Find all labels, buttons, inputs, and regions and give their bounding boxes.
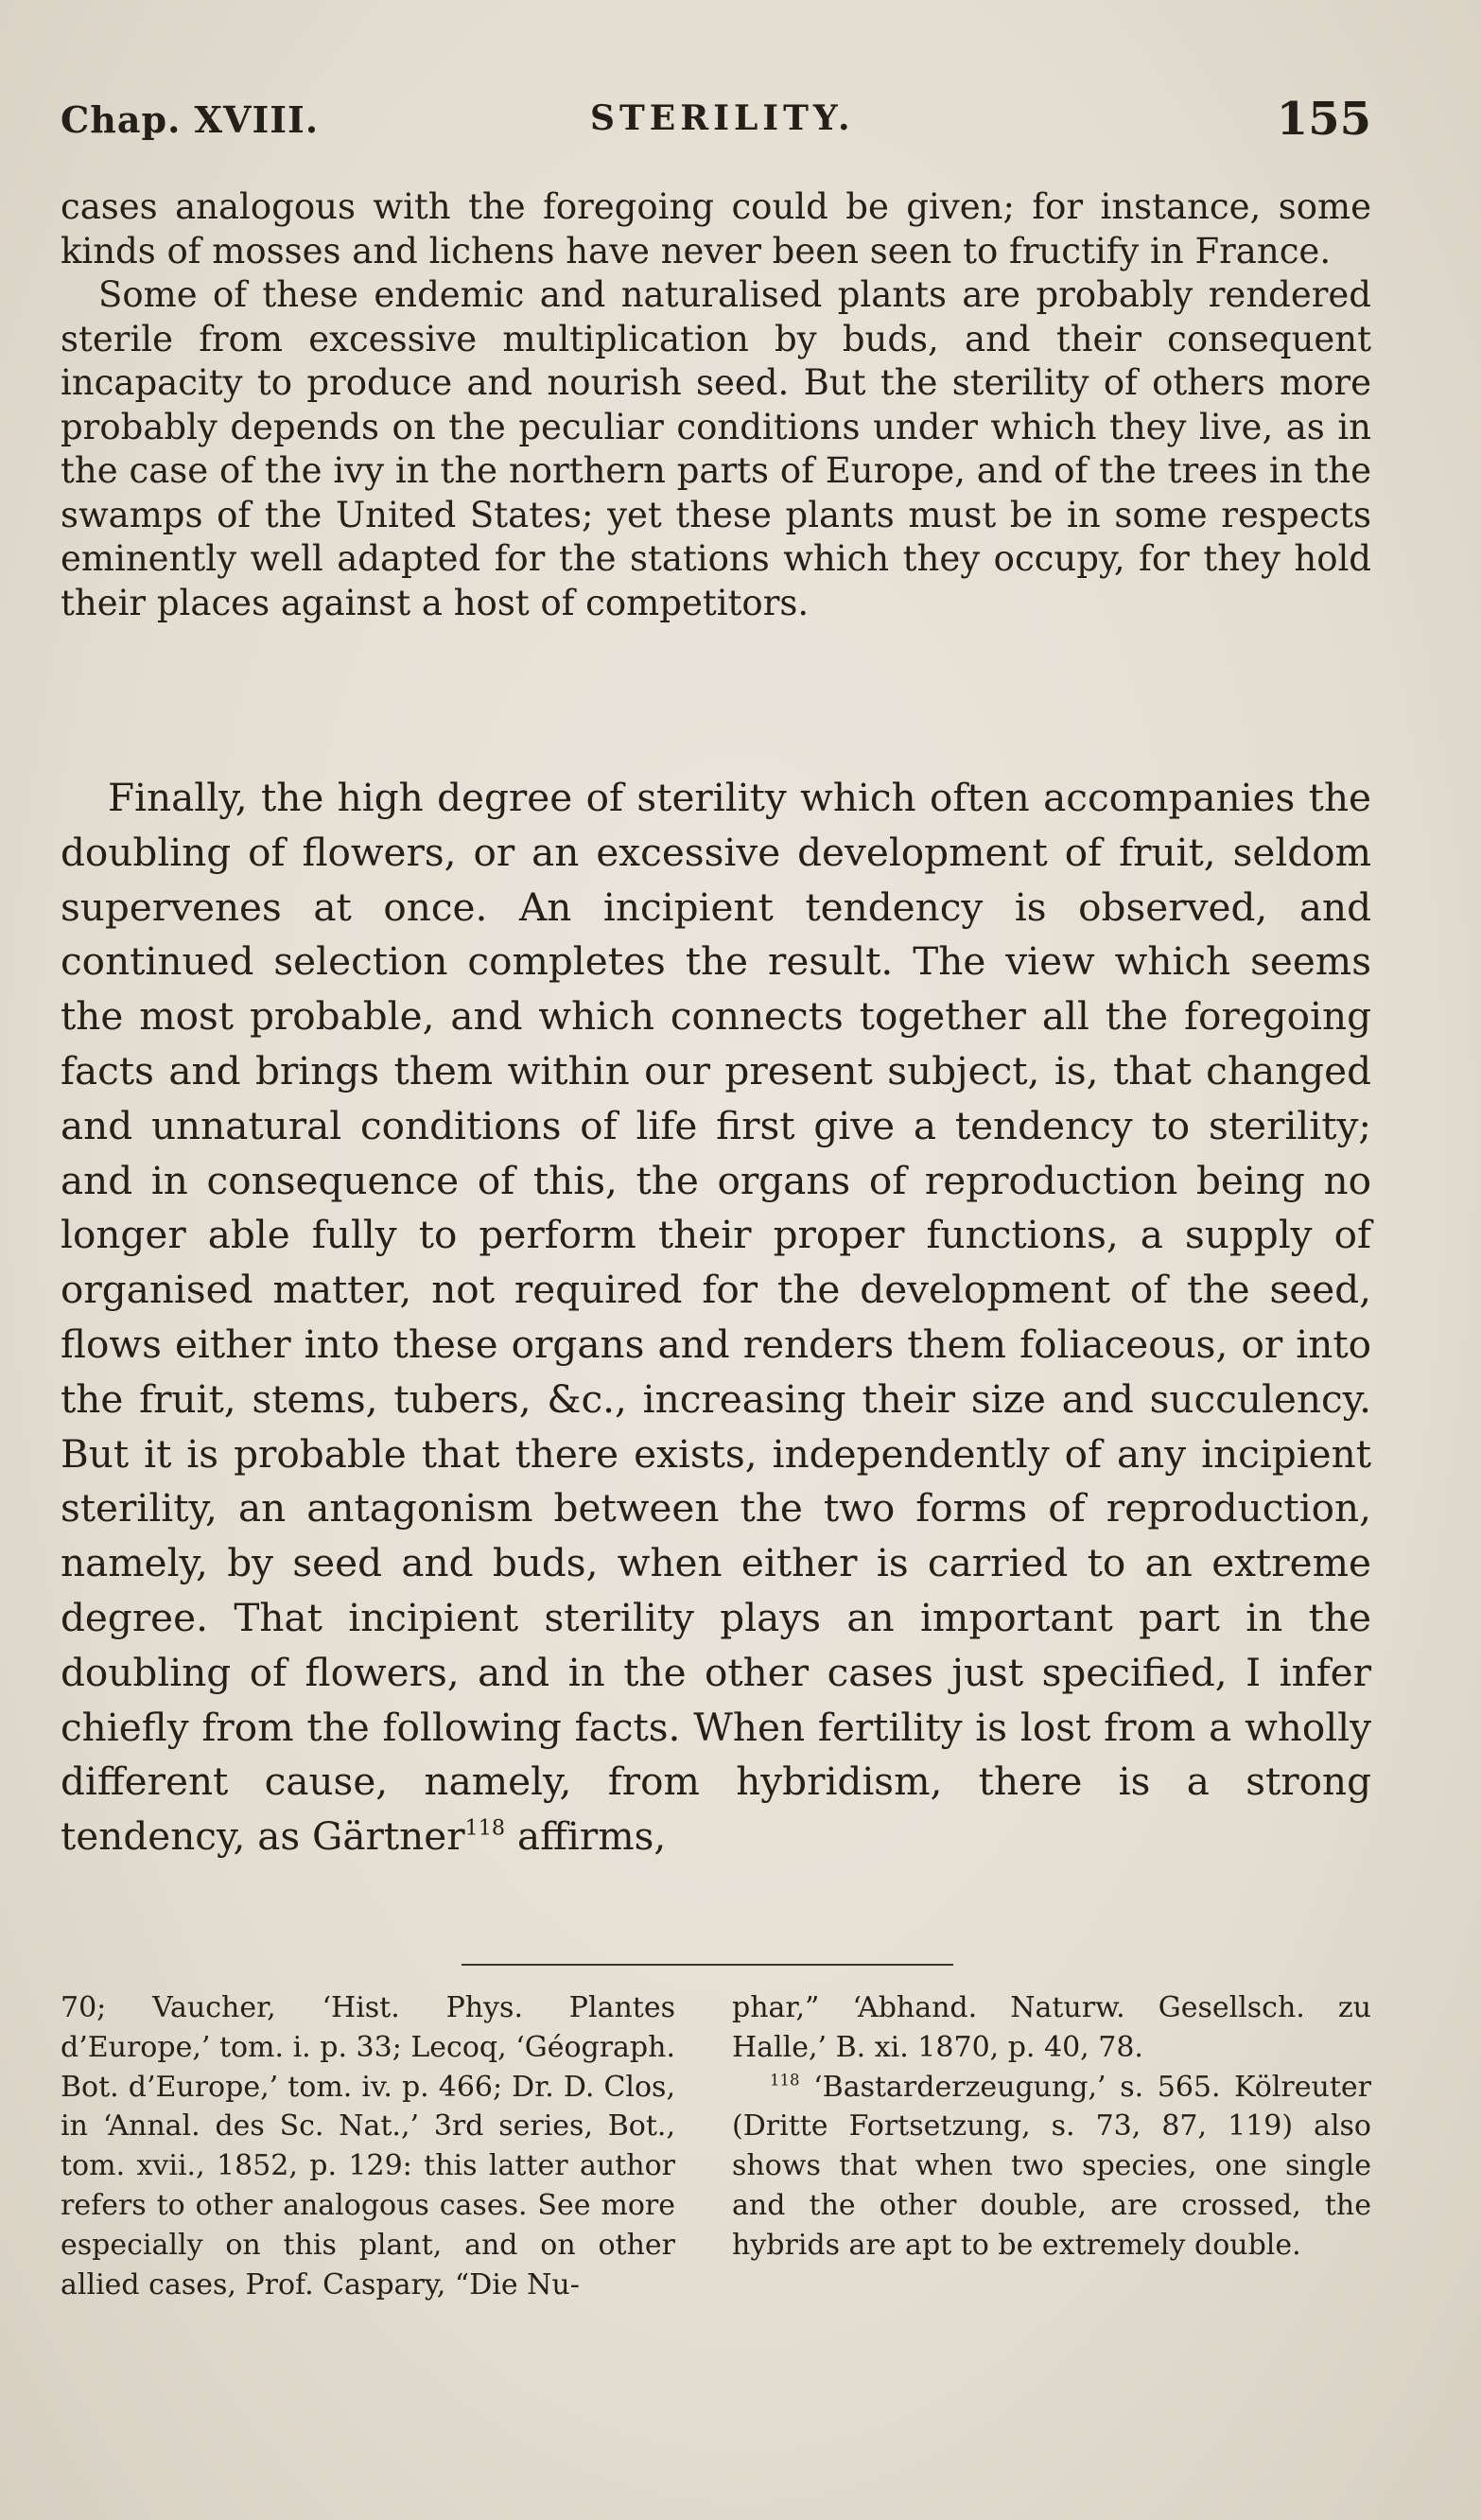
footnote-column-left: [61, 1988, 675, 2304]
page-number: 155: [1276, 93, 1371, 146]
main-text: [61, 771, 1371, 1864]
footnotes: [61, 1988, 1371, 2405]
footnote-divider: [462, 1964, 953, 1966]
running-title: STERILITY.: [590, 98, 855, 138]
footnote-continuation: 70; Vaucher, ‘Hist. Phys. Plantes d’Europe,’ tom. i. p. 33; Lecoq, ‘Géograph. Bot. d’Europe,’ tom. iv. p. 466; Dr. D. Clos, in ‘Annal. des Sc. Nat.,’ 3rd series, Bot., tom. xvii., 1852, p. 129: this latter author refers to other analogous cases. See more especially on this plant, and on other allied cases, Prof. Caspary, “Die Nu-: [61, 1991, 675, 2301]
passage-paragraph-continuation: cases analogous with the foregoing could be given; for instance, some kinds of mosses and lichens have never been seen to fructify in France.: [61, 186, 1371, 271]
main-paragraph: [61, 771, 1371, 1864]
footnote-continuation-end: phar,” ‘Abhand. Naturw. Gesellsch. zu Halle,’ B. xi. 1870, p. 40, 78.: [732, 1991, 1371, 2064]
chapter-label: Chap. XVIII.: [61, 98, 320, 141]
running-header: [61, 91, 1371, 157]
footnote-number: 118: [770, 2071, 800, 2090]
footnote-118-text: ‘Bastarderzeugung,’ s. 565. Kölreuter (Dritte Fortsetzung, s. 73, 87, 119) also shows that when two species, one single and the other double, are crossed, the hybrids are apt to be extremely double.: [732, 2070, 1371, 2262]
footnote-118: [732, 2068, 1371, 2266]
main-paragraph-text: Finally, the high degree of sterility which often accompanies the doubling of flowers, or an excessive development of fruit, seldom supervenes at once. An incipient tendency is observed, and continued selection completes the result. The view which seems the most probable, and which connects together all the foregoing facts and brings them within our present subject, is, that changed and unnatural conditions of life first give a tendency to sterility; and in consequence of this, the organs of reproduction being no longer able fully to perform their proper functions, a supply of organised matter, not required for the development of the seed, flows either into these organs and renders them foliaceous, or into the fruit, stems, tubers, &c., increasing their size and succulency. But it is probable that there exists, independently of any incipient sterility, an antagonism between the two forms of reproduction, namely, by seed and buds, when either is carried to an extreme degree. That incipient sterility plays an important part in the doubling of flowers, and in the other cases just specified, I infer chiefly from the following facts. When fertility is lost from a wholly different cause, namely, from hybridism, there is a strong tendency, as Gärtner: [61, 775, 1371, 1860]
quoted-passage: [61, 185, 1371, 625]
main-paragraph-ending: affirms,: [505, 1813, 667, 1860]
footnote-column-right: [732, 1988, 1371, 2266]
passage-paragraph: Some of these endemic and naturalised plants are probably rendered sterile from excessive multiplication by buds, and their consequent incapacity to produce and nourish seed. But the sterility of others more probably depends on the peculiar conditions under which they live, as in the case of the ivy in the northern parts of Europe, and of the trees in the swamps of the United States; yet these plants must be in some respects eminently well adapted for the stations which they occupy, for they hold their places against a host of competitors.: [61, 274, 1371, 623]
footnote-reference: 118: [464, 1815, 506, 1841]
